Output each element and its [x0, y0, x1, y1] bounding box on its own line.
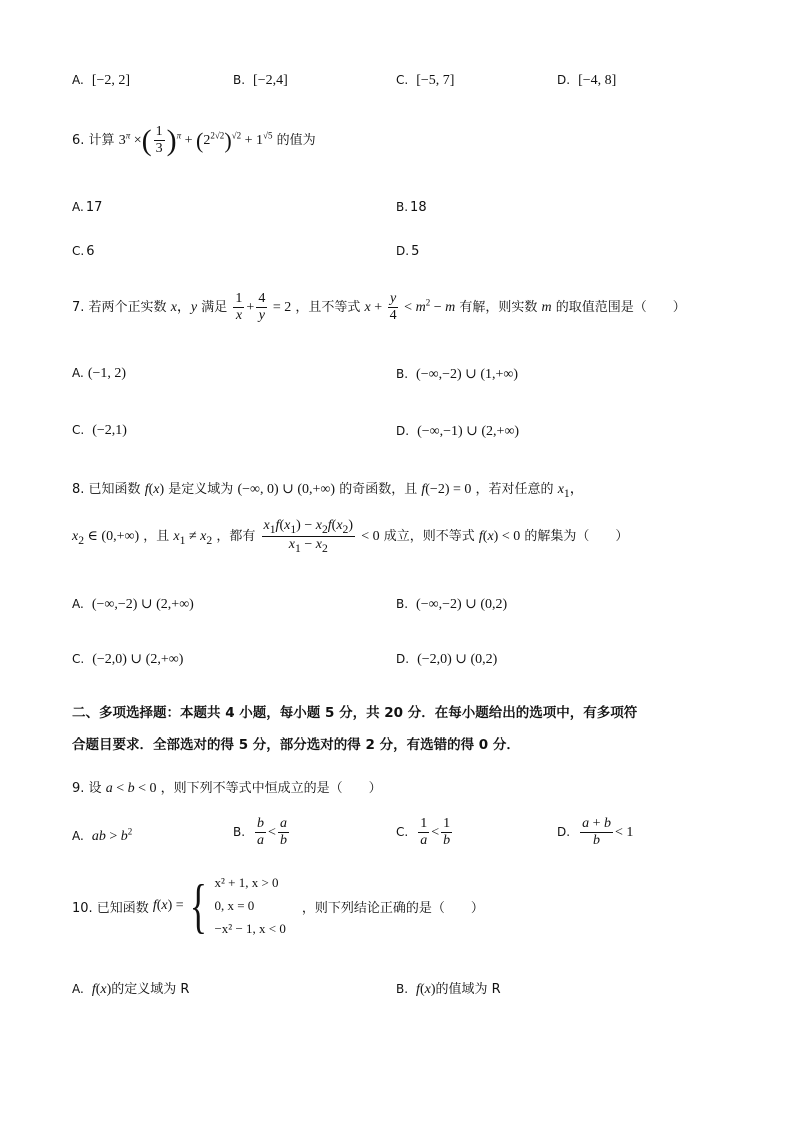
- q5-option-d: D. [−4, 8]: [557, 73, 617, 88]
- q7-option-d: D. (−∞,−1) ∪ (2,+∞): [396, 424, 520, 439]
- q8-option-c: C. (−2,0) ∪ (2,+∞): [72, 652, 184, 667]
- q9-option-c: C. $\frac{1}{a}$ < $\frac{1}{b}$: [396, 816, 451, 849]
- q7-option-c: C. (−2,1): [72, 423, 127, 438]
- q5-option-a: A. [−2, 2]: [72, 73, 131, 88]
- q6-formula: $3^\pi$ ×( $\frac{1}{3}$ )$^\pi + (2^{2√2})^{√2} + 1^{√5}$: [118, 123, 273, 157]
- q10-option-b: B. f(x)的值域为 R: [396, 982, 501, 997]
- q9-option-d: D. $\frac{a + b}{b}$ < 1: [557, 816, 634, 849]
- q9-option-b: B. $\frac{b}{a}$ < $\frac{a}{b}$: [233, 816, 287, 849]
- q6-option-a: A. 17: [72, 200, 103, 215]
- q9-option-a: A. ab > $b^2$: [72, 826, 133, 844]
- q7-option-b: B. (−∞,−2) ∪ (1,+∞): [396, 367, 519, 382]
- question-8-stem-line1: 8. 已知函数 f(x) 是定义域为 (−∞, 0) ∪ (0,+∞) 的奇函数，且 f(−2) = 0 ，若对任意的 $x_1$，: [72, 482, 584, 500]
- q6-option-c: C. 6: [72, 244, 95, 259]
- q10-option-a: A. f(x)的定义域为 R: [72, 982, 190, 997]
- question-6-stem: 6. 计算 $3^\pi$ ×( $\frac{1}{3}$ )$^\pi + (2^{2√2})^{√2} + 1^{√5}$ 的值为: [72, 123, 316, 157]
- piecewise-definition: { x² + 1, x > 0 0, x = 0 −x² − 1, x < 0: [189, 873, 286, 940]
- section-2-heading-line2: 合题目要求．全部选对的得 5 分，部分选对的得 2 分，有选错的得 0 分．: [72, 737, 520, 753]
- q6-option-d: D. 5: [396, 244, 420, 259]
- q8-option-b: B. (−∞,−2) ∪ (0,2): [396, 597, 508, 612]
- q8-option-a: A. (−∞,−2) ∪ (2,+∞): [72, 597, 194, 612]
- q6-option-b: B. 18: [396, 200, 427, 215]
- q7-option-a: A. (−1, 2): [72, 366, 127, 381]
- question-10-stem: 10. 已知函数 f(x) = { x² + 1, x > 0 0, x = 0 −x² − 1, x < 0 ，则下列结论正确的是（ ）: [72, 873, 484, 940]
- q5-option-c: C. [−5, 7]: [396, 73, 455, 88]
- q5-option-b: B. [−2,4]: [233, 73, 288, 88]
- section-2-heading-line1: 二、多项选择题：本题共 4 小题，每小题 5 分，共 20 分．在每小题给出的选项中，有多项符: [72, 705, 638, 721]
- question-9-stem: 9. 设 a < b < 0 ，则下列不等式中恒成立的是（ ）: [72, 781, 382, 796]
- question-8-stem-line2: $x_2$ ∈ (0,+∞) ，且 $x_1 \ne x_2$ ，都有 $\frac{x_1f(x_1) - x_2f(x_2)}{x_1 - x_2}$ < 0 成立，则不等式 f(x) < 0 的解集为（ ）: [72, 518, 629, 556]
- question-7-stem: 7. 若两个正实数 x，y 满足 $\frac{1}{x}$ + $\frac{4}{y}$ = 2 ，且不等式 x + $\frac{y}{4}$ < $m^2 - m$ 有解，则实数 m 的取值范围是（ ）: [72, 291, 686, 324]
- q8-option-d: D. (−2,0) ∪ (0,2): [396, 652, 498, 667]
